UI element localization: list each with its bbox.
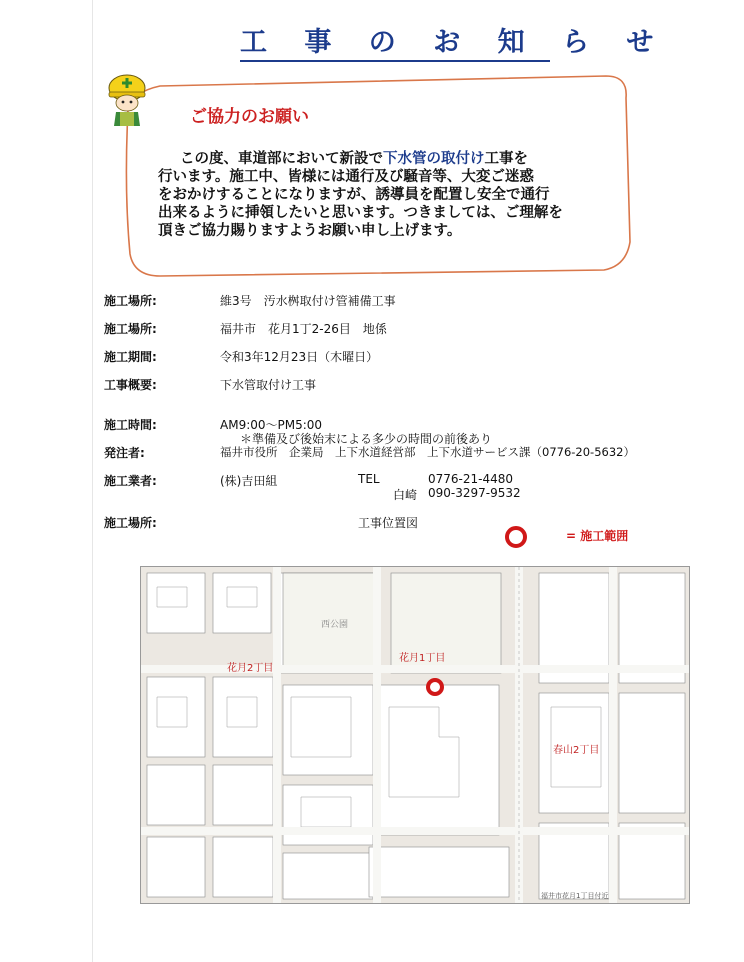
location-label: 施工場所: [104,516,157,530]
hours-value: AM9:00～PM5:00 [220,418,323,432]
notice-heading: ご協力のお願い [190,107,309,127]
map-drawing [141,567,689,903]
summary-value: 下水管取付け工事 [220,378,317,392]
contact-tel: 090-3297-9532 [428,486,521,500]
notice-line-1-end: 工事を [484,151,528,167]
contact-name: 白崎 [393,488,418,502]
site-marker-icon [428,680,442,694]
notice-body [158,150,618,240]
map-label-left: 花月2丁目 [227,663,274,674]
map-label-park: 花月1丁目 [399,653,446,664]
page-edge-line [92,0,93,962]
site-range-marker-icon [505,526,527,548]
tel-label: TEL [358,472,380,486]
notice-line-2: 行います。施工中、皆様には通行及び騒音等、大変ご迷惑 [158,169,534,185]
page-title: 工 事 の お 知 ら せ [240,20,550,62]
period-label: 施工期間: [104,350,157,364]
worker-mascot-icon [104,70,150,126]
tel-value: 0776-21-4480 [428,472,514,486]
notice-line-1-text: この度、車道部において新設で [180,151,383,167]
site1-label: 施工場所: [104,294,157,308]
site2-label: 施工場所: [104,322,157,336]
notice-line-4: 出来るように挿領したいと思います。つきましては、ご理解を [158,205,563,221]
contractor-label: 施工業者: [104,474,157,488]
hours-label: 施工時間: [104,418,157,432]
notice-line-3: をおかけすることになりますが、誘導員を配置し安全で通行 [158,187,550,203]
map-label-right: 春山2丁目 [553,745,600,756]
notice-line-5: 頂きご協力賜りますようお願い申し上げます。 [158,223,462,239]
notice-highlight: 下水管の取付け [383,151,485,167]
summary-label: 工事概要: [104,378,157,392]
site1-value: 維3号 汚水桝取付け管補備工事 [220,294,396,308]
site2-value: 福井市 花月1丁2-26目 地係 [220,322,387,336]
location-map [140,566,690,904]
map-caption: 工事位置図 [358,516,419,530]
map-label-area: 西公園 [321,620,349,630]
contractor-value: (株)吉田組 [220,474,278,488]
notice-line-1 [158,150,618,168]
orderer-label: 発注者: [104,446,145,460]
period-value: 令和3年12月23日（木曜日） [220,350,379,364]
map-footer-label: 福井市花月1丁目付近 [541,892,609,900]
hours-note: ＊準備及び後始末による多少の時間の前後あり [240,432,493,446]
legend-text: = 施工範囲 [566,529,629,543]
orderer-value: 福井市役所 企業局 上下水道経営部 上下水道サービス課（0776-20-5632） [220,445,635,459]
